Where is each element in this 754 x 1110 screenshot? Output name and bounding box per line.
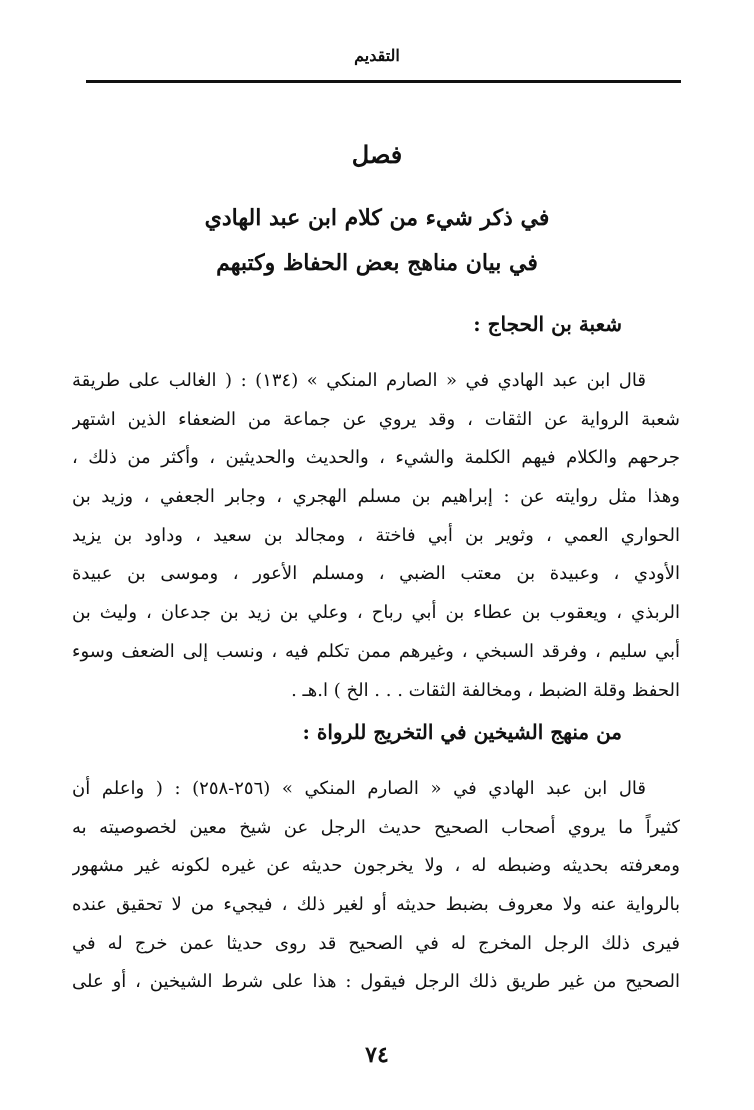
paragraph-2-line: الصحيح من غير طريق ذلك الرجل فيقول : هذا على شرط الشيخين ، أو على [72, 971, 680, 993]
paragraph-2-line: كثيراً ما يروي أصحاب الصحيح حديث الرجل عن شيخ معين لخصوصيته به [72, 816, 680, 838]
running-head: التقديم [354, 46, 400, 65]
paragraph-1-line: شعبة الرواية عن الثقات ، وقد يروي عن جماعة من الضعفاء الذين اشتهر [72, 408, 680, 430]
paragraph-1-line: الحفظ وقلة الضبط ، ومخالفة الثقات . . . الخ ) ا.هـ . [291, 679, 680, 701]
page-number: ٧٤ [365, 1042, 389, 1068]
paragraph-2-line: قال ابن عبد الهادي في « الصارم المنكي » (٢٥٦-٢٥٨) : ( واعلم أن [72, 778, 646, 799]
paragraph-1-line: وهذا مثل روايته عن : إبراهيم بن مسلم الهجري ، وجابر الجعفي ، وزيد بن [72, 486, 680, 508]
paragraph-1-line: جرحهم والكلام فيهم الكلمة والشيء ، والحديث والحديثين ، وأكثر من ذلك ، [72, 447, 680, 469]
heading-shuba: شعبة بن الحجاج : [473, 312, 622, 336]
section-title: فصل [351, 140, 403, 169]
paragraph-2-line: بالرواية عنه ولا معروف بضبط حديثه أو لغير ذلك ، فيجيء من لا تحقيق عنده [72, 894, 680, 916]
paragraph-1-line: قال ابن عبد الهادي في « الصارم المنكي » (١٣٤) : ( الغالب على طريقة [72, 370, 646, 391]
paragraph-2-line: ومعرفته بحديثه وضبطه له ، ولا يخرجون حديثه عن غيره لكونه غير مشهور [72, 855, 680, 877]
paragraph-1-line: أبي سليم ، وفرقد السبخي ، وغيرهم ممن تكلم فيه ، ونسب إلى الضعف وسوء [72, 640, 680, 662]
paragraph-1-line: الحواري العمي ، وثوير بن أبي فاختة ، ومجالد بن سعيد ، وداود بن يزيد [72, 524, 680, 546]
subtitle-line-2: في بيان مناهج بعض الحفاظ وكتبهم [216, 250, 538, 276]
heading-shaykhayn: من منهج الشيخين في التخريج للرواة : [302, 720, 622, 744]
header-rule [86, 80, 681, 83]
paragraph-1-line: الأودي ، وعبيدة بن معتب الضبي ، ومسلم الأعور ، وموسى بن عبيدة [72, 563, 680, 585]
paragraph-1-line: الربذي ، ويعقوب بن عطاء بن أبي رباح ، وعلي بن زيد بن جدعان ، وليث بن [72, 602, 680, 624]
subtitle-line-1: في ذكر شيء من كلام ابن عبد الهادي [204, 205, 550, 231]
paragraph-1 [72, 362, 680, 710]
paragraph-2 [72, 770, 680, 1002]
paragraph-2-line: فيرى ذلك الرجل المخرج له في الصحيح قد روى حديثا عمن خرج له في [72, 932, 680, 954]
